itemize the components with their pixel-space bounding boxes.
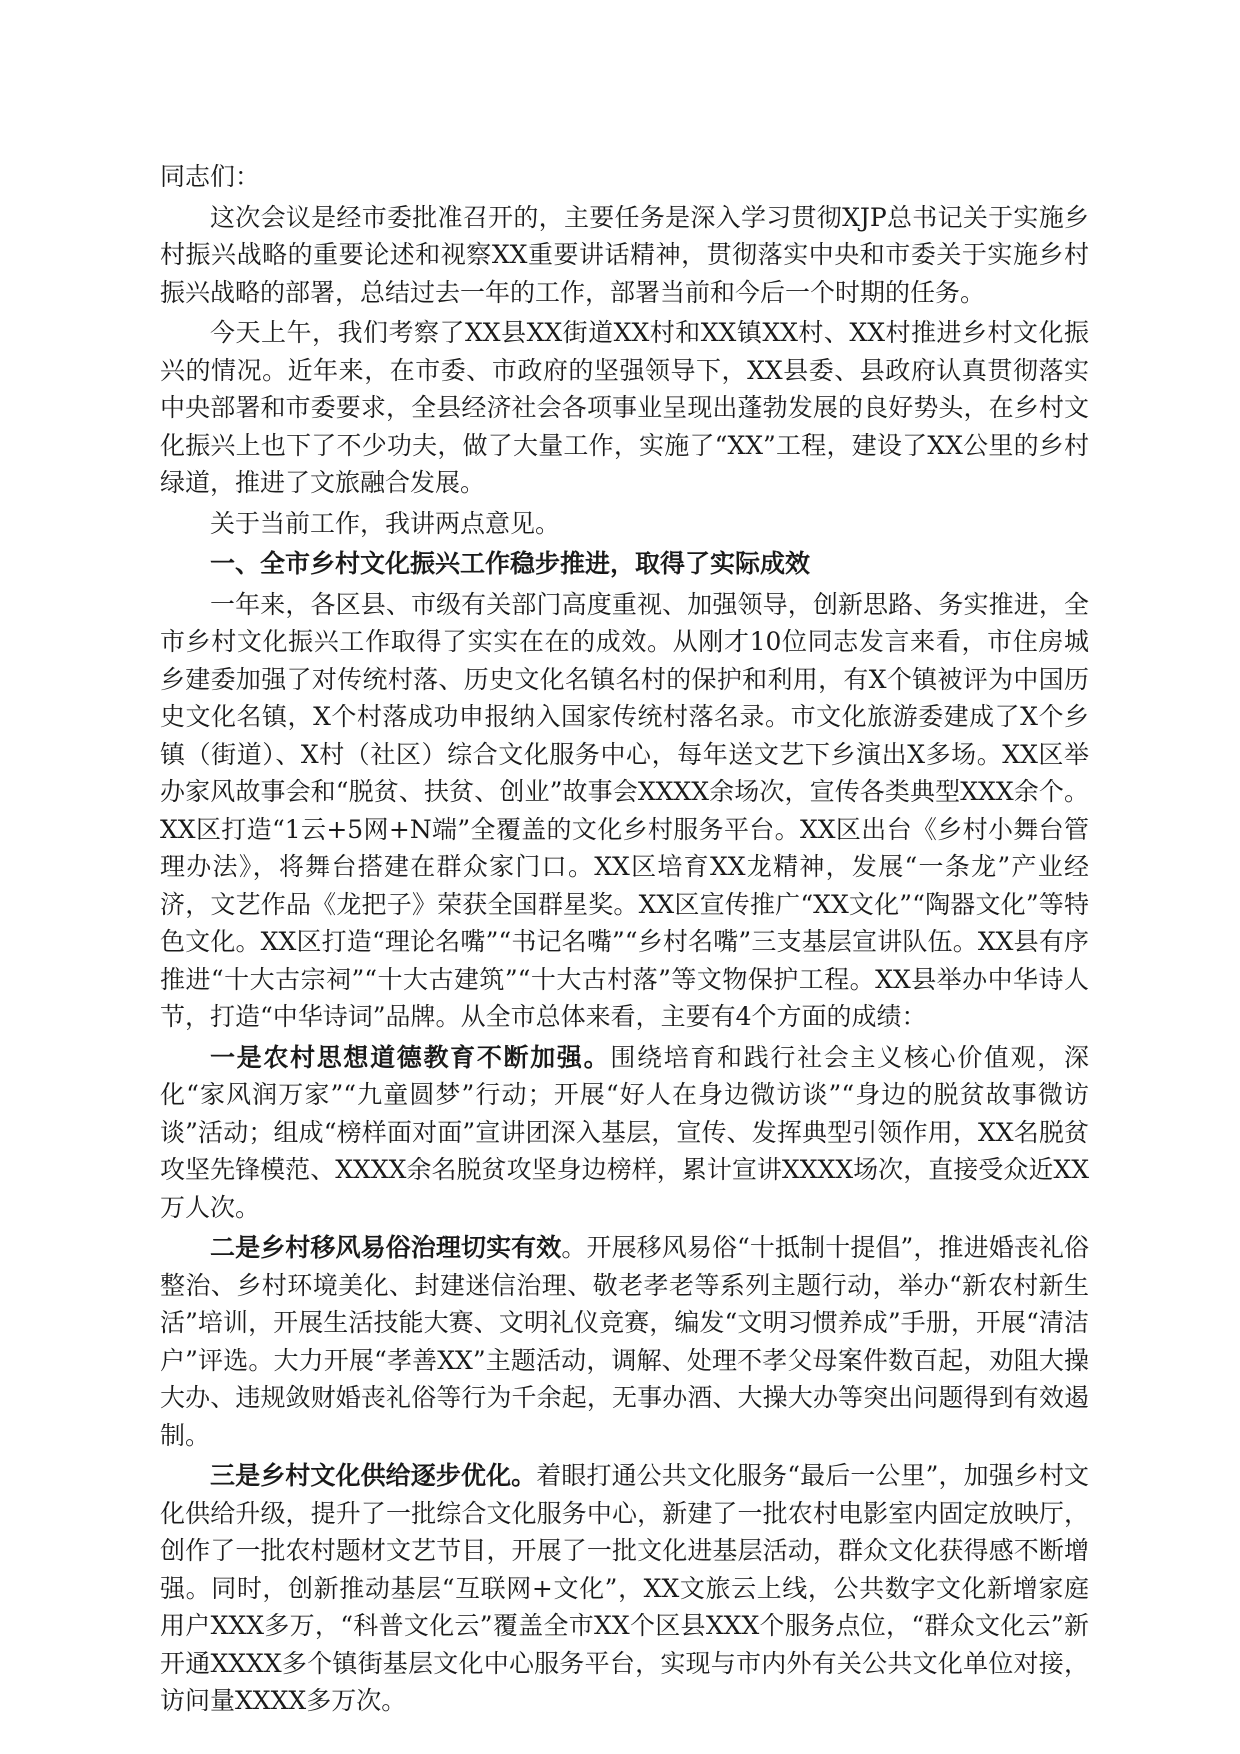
paragraph-body: 。开展移风易俗“十抵制十提倡”，推进婚丧礼俗整治、乡村环境美化、封建迷信治理、敬老孝老等系列主题行动，举办“新农村新生活”培训，开展生活技能大赛、文明礼仪竞赛，编发“文明习惯养成”手册，开展“清洁户”评选。大力开展“孝善XX”主题活动，调解、处理不孝父母案件数百起，劝阻大操大办、违规敛财婚丧礼俗等行为千余起，无事办酒、大操大办等突出问题得到有效遏制。 — [160, 1233, 1089, 1450]
paragraph-cultural-supply — [160, 1457, 1089, 1720]
paragraph-achievements: 一年来，各区县、市级有关部门高度重视、加强领导，创新思路、务实推进，全市乡村文化振兴工作取得了实实在在的成效。从刚才10位同志发言来看，市住房城乡建委加强了对传统村落、历史文化名镇名村的保护和利用，有X个镇被评为中国历史文化名镇，X个村落成功申报纳入国家传统村落名录。市文化旅游委建成了X个乡镇（街道）、X村（社区）综合文化服务中心，每年送文艺下乡演出X多场。XX区举办家风故事会和“脱贫、扶贫、创业”故事会XXXX余场次，宣传各类典型XXX余个。XX区打造“1云+5网+N端”全覆盖的文化乡村服务平台。XX区出台《乡村小舞台管理办法》，将舞台搭建在群众家门口。XX区培育XX龙精神，发展“一条龙”产业经济，文艺作品《龙把子》荣获全国群星奖。XX区宣传推广“XX文化”“陶器文化”等特色文化。XX区打造“理论名嘴”“书记名嘴”“乡村名嘴”三支基层宣讲队伍。XX县有序推进“十大古宗祠”“十大古建筑”“十大古村落”等文物保护工程。XX县举办中华诗人节，打造“中华诗词”品牌。从全市总体来看，主要有4个方面的成绩： — [160, 589, 1089, 1031]
paragraph-lead: 三是乡村文化供给逐步优化。 — [210, 1461, 537, 1490]
paragraph-intro: 这次会议是经市委批准召开的，主要任务是深入学习贯彻XJP总书记关于实施乡村振兴战略的重要论述和视察XX重要讲话精神，贯彻落实中央和市委关于实施乡村振兴战略的部署，总结过去一年的工作，部署当前和今后一个时期的任务。 — [160, 202, 1089, 307]
paragraph-body: 围绕培育和践行社会主义核心价值观，深化“家风润万家”“九童圆梦”行动；开展“好人在身边微访谈”“身边的脱贫故事微访谈”活动；组成“榜样面对面”宣讲团深入基层，宣传、发挥典型引领作用，XX名脱贫攻坚先锋模范、XXXX余名脱贫攻坚身边榜样，累计宣讲XXXX场次，直接受众近XX万人次。 — [160, 1042, 1089, 1222]
document-page — [160, 158, 1089, 1723]
paragraph-lead: 一是农村思想道德教育不断加强。 — [210, 1042, 611, 1072]
paragraph-customs-reform — [160, 1229, 1089, 1454]
paragraph-inspection: 今天上午，我们考察了XX县XX街道XX村和XX镇XX村、XX村推进乡村文化振兴的情况。近年来，在市委、市政府的坚强领导下，XX县委、县政府认真贯彻落实中央部署和市委要求，全县经济社会各项事业呈现出蓬勃发展的良好势头，在乡村文化振兴上也下了不少功夫，做了大量工作，实施了“XX”工程，建设了XX公里的乡村绿道，推进了文旅融合发展。 — [160, 318, 1089, 497]
section-heading-1: 一、全市乡村文化振兴工作稳步推进，取得了实际成效 — [210, 549, 811, 578]
salutation: 同志们： — [160, 162, 261, 191]
paragraph-body: 着眼打通公共文化服务“最后一公里”，加强乡村文化供给升级，提升了一批综合文化服务中心，新建了一批农村电影室内固定放映厅，创作了一批农村题材文艺节目，开展了一批文化进基层活动，群众文化获得感不断增强。同时，创新推动基层“互联网+文化”，XX文旅云上线，公共数字文化新增家庭用户XXX多万，“科普文化云”覆盖全市XX个区县XXX个服务点位，“群众文化云”新开通XXXX多个镇街基层文化中心服务平台，实现与市内外有关公共文化单位对接，访问量XXXX多万次。 — [160, 1461, 1089, 1715]
paragraph-lead: 二是乡村移风易俗治理切实有效 — [210, 1233, 562, 1262]
paragraph-opinions: 关于当前工作，我讲两点意见。 — [210, 508, 561, 538]
paragraph-moral-education — [160, 1039, 1089, 1227]
